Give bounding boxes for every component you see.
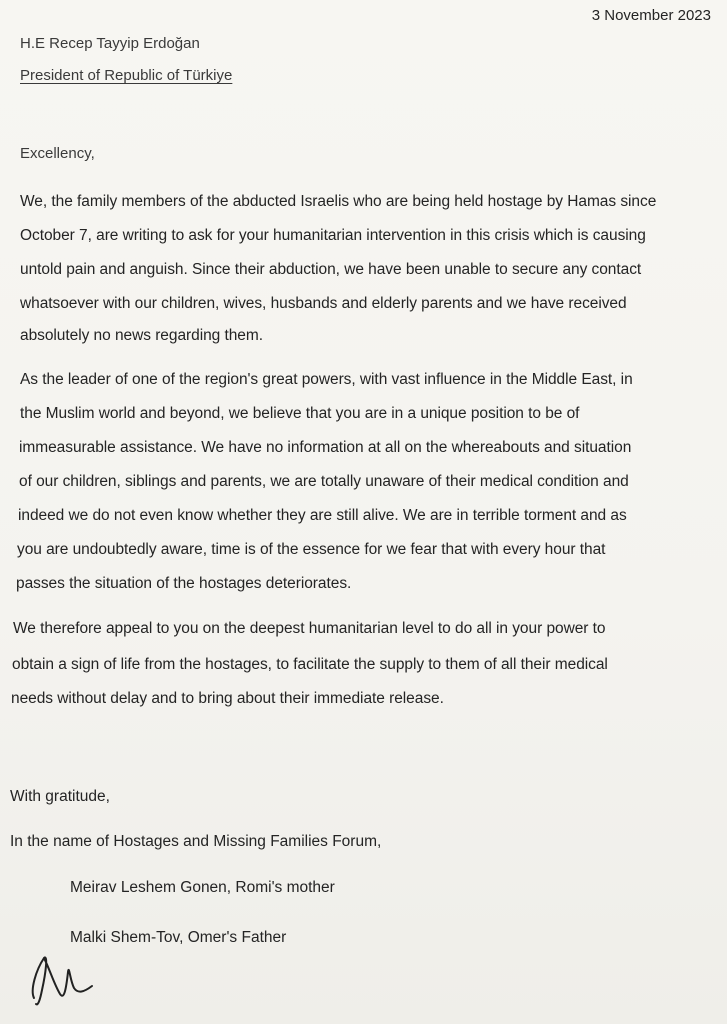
signatory-1: Meirav Leshem Gonen, Romi's mother: [70, 879, 335, 896]
paragraph-2-line: passes the situation of the hostages deteriorates.: [16, 575, 352, 592]
paragraph-3-line: We therefore appeal to you on the deepest humanitarian level to do all in your power to: [13, 620, 606, 637]
recipient-title: President of Republic of Türkiye: [20, 67, 233, 84]
signatory-2: Malki Shem-Tov, Omer's Father: [70, 929, 287, 946]
paragraph-1-line: whatsoever with our children, wives, husbands and elderly parents and we have received: [20, 295, 627, 312]
recipient-name: H.E Recep Tayyip Erdoğan: [20, 35, 200, 52]
letter-date: 3 November 2023: [591, 7, 711, 24]
handwritten-signature: [26, 950, 116, 1010]
paragraph-2-line: indeed we do not even know whether they are still alive. We are in terrible torment and as: [18, 507, 627, 524]
paragraph-1-line: absolutely no news regarding them.: [20, 327, 264, 344]
paragraph-1-line: untold pain and anguish. Since their abduction, we have been unable to secure any contact: [20, 261, 642, 278]
paragraph-3-line: needs without delay and to bring about their immediate release.: [11, 690, 444, 707]
on-behalf-line: In the name of Hostages and Missing Families Forum,: [10, 833, 382, 850]
paragraph-2-line: the Muslim world and beyond, we believe that you are in a unique position to be of: [20, 405, 580, 422]
closing: With gratitude,: [10, 788, 110, 805]
paragraph-1-line: We, the family members of the abducted Israelis who are being held hostage by Hamas since: [20, 193, 657, 210]
salutation: Excellency,: [20, 145, 95, 162]
paragraph-2-line: As the leader of one of the region's great powers, with vast influence in the Middle East, in: [20, 371, 633, 388]
paragraph-2-line: you are undoubtedly aware, time is of the essence for we fear that with every hour that: [17, 541, 606, 558]
paragraph-3-line: obtain a sign of life from the hostages, to facilitate the supply to them of all their medical: [12, 656, 608, 673]
paragraph-1-line: October 7, are writing to ask for your humanitarian intervention in this crisis which is causing: [20, 227, 646, 244]
paragraph-2-line: of our children, siblings and parents, we are totally unaware of their medical condition and: [19, 473, 629, 490]
paragraph-2-line: immeasurable assistance. We have no information at all on the whereabouts and situation: [19, 439, 632, 456]
